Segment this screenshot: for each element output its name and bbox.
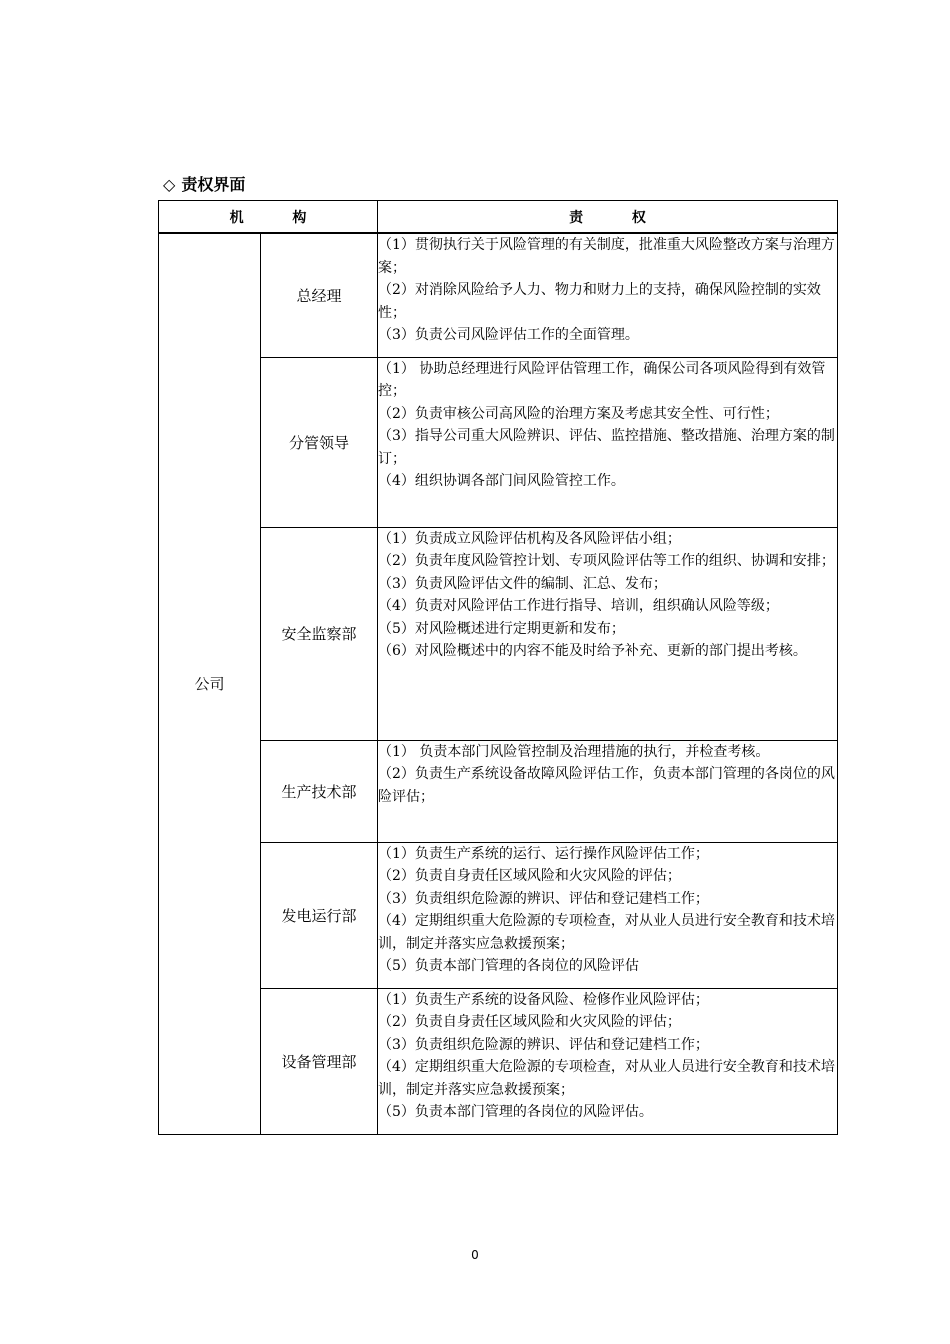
- duty-line: （2）负责年度风险管控计划、专项风险评估等工作的组织、协调和安排；: [378, 553, 835, 569]
- company-cell: 公司: [159, 233, 261, 1134]
- duty-line: （2）负责自身责任区域风险和火灾风险的评估；: [378, 868, 681, 884]
- duty-line: （1） 协助总经理进行风险评估管理工作，确保公司各项风险得到有效管控；: [378, 360, 826, 399]
- duty-line: （3）负责组织危险源的辨识、评估和登记建档工作；: [378, 1036, 709, 1053]
- duty-line: （2）负责生产系统设备故障风险评估工作，负责本部门管理的各岗位的风险评估；: [378, 766, 835, 805]
- duties-cell: [378, 842, 838, 988]
- dept-cell: 安全监察部: [261, 527, 378, 740]
- duty-line: （2）负责审核公司高风险的治理方案及考虑其安全性、可行性；: [378, 405, 779, 422]
- duty-line: （1）负责生产系统的运行、运行操作风险评估工作；: [378, 845, 709, 862]
- duties-cell: [378, 357, 838, 527]
- duty-line: （1） 负责本部门风险管控制及治理措施的执行，并检查考核。: [378, 743, 770, 760]
- duty-line: （2）对消除风险给予人力、物力和财力上的支持，确保风险控制的实效性；: [378, 282, 821, 321]
- duty-line: （4）组织协调各部门间风险管控工作。: [378, 473, 625, 489]
- header-org: 机 构: [159, 201, 378, 234]
- duty-line: （1）负责生产系统的设备风险、检修作业风险评估；: [378, 991, 709, 1008]
- duty-line: （3）负责风险评估文件的编制、汇总、发布；: [378, 575, 667, 592]
- duty-line: （4）定期组织重大危险源的专项检查，对从业人员进行安全教育和技术培训，制定并落实应急救援预案；: [378, 913, 835, 952]
- duty-line: （4）负责对风险评估工作进行指导、培训，组织确认风险等级；: [378, 598, 779, 614]
- duty-line: （3）负责组织危险源的辨识、评估和登记建档工作；: [378, 890, 709, 907]
- duty-line: （3）负责公司风险评估工作的全面管理。: [378, 327, 639, 343]
- duties-cell: [378, 740, 838, 842]
- duty-line: （4）定期组织重大危险源的专项检查，对从业人员进行安全教育和技术培训，制定并落实应急救援预案；: [378, 1059, 835, 1098]
- duty-line: （2）负责自身责任区域风险和火灾风险的评估；: [378, 1014, 681, 1030]
- table-row: [159, 233, 838, 357]
- dept-cell: 生产技术部: [261, 740, 378, 842]
- section-title: [163, 174, 245, 196]
- table-row: [159, 357, 838, 527]
- section-title-text: 责权界面: [181, 175, 246, 194]
- duty-line: （6）对风险概述中的内容不能及时给予补充、更新的部门提出考核。: [378, 643, 807, 659]
- table-row: [159, 842, 838, 988]
- table-row: [159, 740, 838, 842]
- responsibility-table: [158, 200, 838, 1135]
- dept-cell: 分管领导: [261, 357, 378, 527]
- dept-cell: 总经理: [261, 233, 378, 357]
- duty-line: （1）贯彻执行关于风险管理的有关制度，批准重大风险整改方案与治理方案；: [378, 237, 835, 276]
- duties-cell: [378, 233, 838, 357]
- dept-cell: 发电运行部: [261, 842, 378, 988]
- duty-line: （5）负责本部门管理的各岗位的风险评估。: [378, 1104, 653, 1120]
- table-row: [159, 988, 838, 1134]
- table-row: [159, 527, 838, 740]
- page-number: 0: [471, 1248, 479, 1262]
- duties-cell: [378, 988, 838, 1134]
- duties-cell: [378, 527, 838, 740]
- dept-cell: 设备管理部: [261, 988, 378, 1134]
- table-header-row: [159, 201, 838, 234]
- duty-line: （5）负责本部门管理的各岗位的风险评估: [378, 958, 639, 974]
- duty-line: （1）负责成立风险评估机构及各风险评估小组；: [378, 530, 681, 547]
- header-resp: 责 权: [378, 201, 838, 234]
- diamond-bullet-icon: ◇: [163, 175, 176, 194]
- duty-line: （3）指导公司重大风险辨识、评估、监控措施、整改措施、治理方案的制订；: [378, 428, 835, 467]
- duty-line: （5）对风险概述进行定期更新和发布；: [378, 620, 625, 637]
